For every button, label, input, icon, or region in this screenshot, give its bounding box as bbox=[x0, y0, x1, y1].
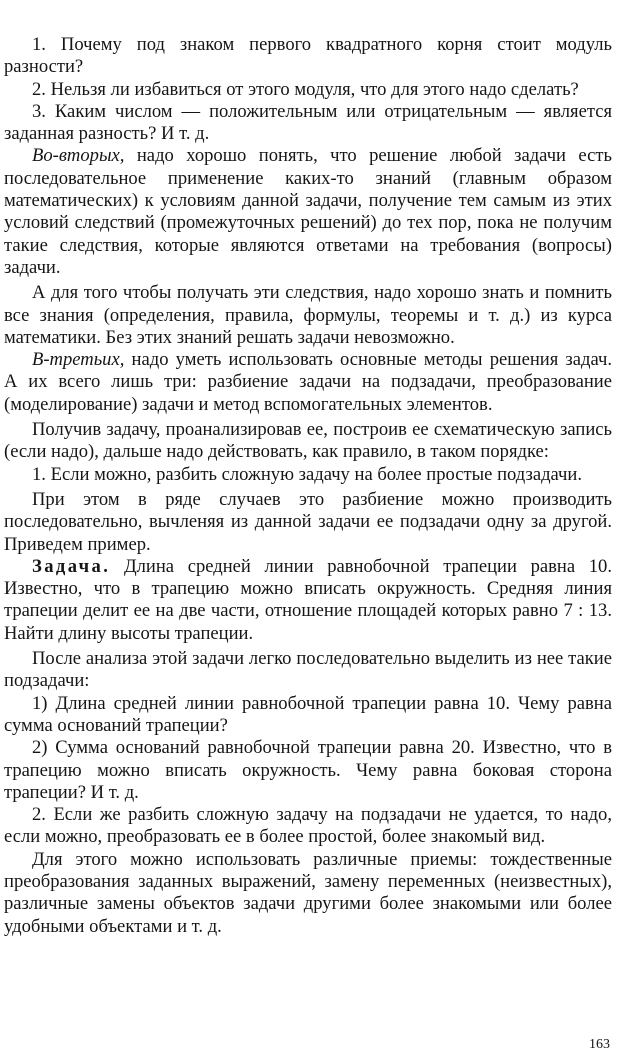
question-3: 3. Каким числом — положительным или отрицательным — является заданная разность? И т. д. bbox=[4, 100, 612, 145]
problem-statement: Задача. Длина средней линии равнобочной трапеции равна 10. Известно, что в трапецию можно вписать окружность. Средняя линия трапеции делит ее на две части, отношение площадей которых равно 7 : 13. Найти длину высоты трапеции. bbox=[4, 555, 612, 644]
problem-lead-bold: Задача. bbox=[32, 555, 111, 577]
paragraph-sequential: При этом в ряде случаев это разбиение можно производить последовательно, вычленяя из данной задачи ее подзадачи одну за другой. Приведем пример. bbox=[4, 488, 612, 555]
paragraph-lead-italic: Во-вторых, bbox=[32, 145, 125, 167]
paragraph-subtasks: После анализа этой задачи легко последовательно выделить из нее такие подзадачи: bbox=[4, 648, 612, 692]
rule-1: 1. Если можно, разбить сложную задачу на более простые подзадачи. bbox=[32, 463, 582, 485]
question-1: 1. Почему под знаком первого квадратного корня стоит модуль разности? bbox=[4, 34, 612, 78]
page-text bbox=[4, 34, 612, 938]
paragraph-methods: Для этого можно использовать различные приемы: тождественные преобразования заданных выражений, замену переменных (неизвестных), различные замены объектов задачи другими более знакомыми или более удобными объектами и т. д. bbox=[4, 848, 612, 937]
subtask-1: 1) Длина средней линии равнобочной трапеции равна 10. Чему равна сумма оснований трапеции? bbox=[4, 692, 612, 736]
rule-2: 2. Если же разбить сложную задачу на подзадачи не удается, то надо, если можно, преобразовать ее в более простой, более знакомый вид. bbox=[4, 804, 612, 848]
page-number: 163 bbox=[589, 1037, 610, 1052]
paragraph-thirdly: В-третьих, надо уметь использовать основные методы решения задач. А их всего лишь три: разбиение задачи на подзадачи, преобразование (моделирование) задачи и метод вспомогательных элементов. bbox=[4, 349, 612, 415]
paragraph-order: Получив задачу, проанализировав ее, построив ее схематическую запись (если надо), дальше надо действовать, как правило, в таком порядке: bbox=[4, 419, 612, 463]
subtask-2: 2) Сумма оснований равнобочной трапеции равна 20. Известно, что в трапецию можно вписать окружность. Чему равна боковая сторона трапеции? И т. д. bbox=[4, 737, 612, 803]
paragraph-secondly: Во-вторых, надо хорошо понять, что решение любой задачи есть последовательное применение каких-то знаний (главным образом математических) к условиям данной задачи, получение тем самым из этих условий следствий (промежуточных решений) до тех пор, пока не получим такие следствия, которые являются ответами на требования (вопросы) задачи. bbox=[4, 145, 612, 278]
question-2: 2. Нельзя ли избавиться от этого модуля, что для этого надо сделать? bbox=[32, 78, 579, 100]
paragraph-knowledge: А для того чтобы получать эти следствия, надо хорошо знать и помнить все знания (определения, правила, формулы, теоремы и т. д.) из курса математики. Без этих знаний решать задачи невозможно. bbox=[4, 282, 612, 348]
paragraph-lead-italic: В-третьих, bbox=[32, 349, 125, 371]
